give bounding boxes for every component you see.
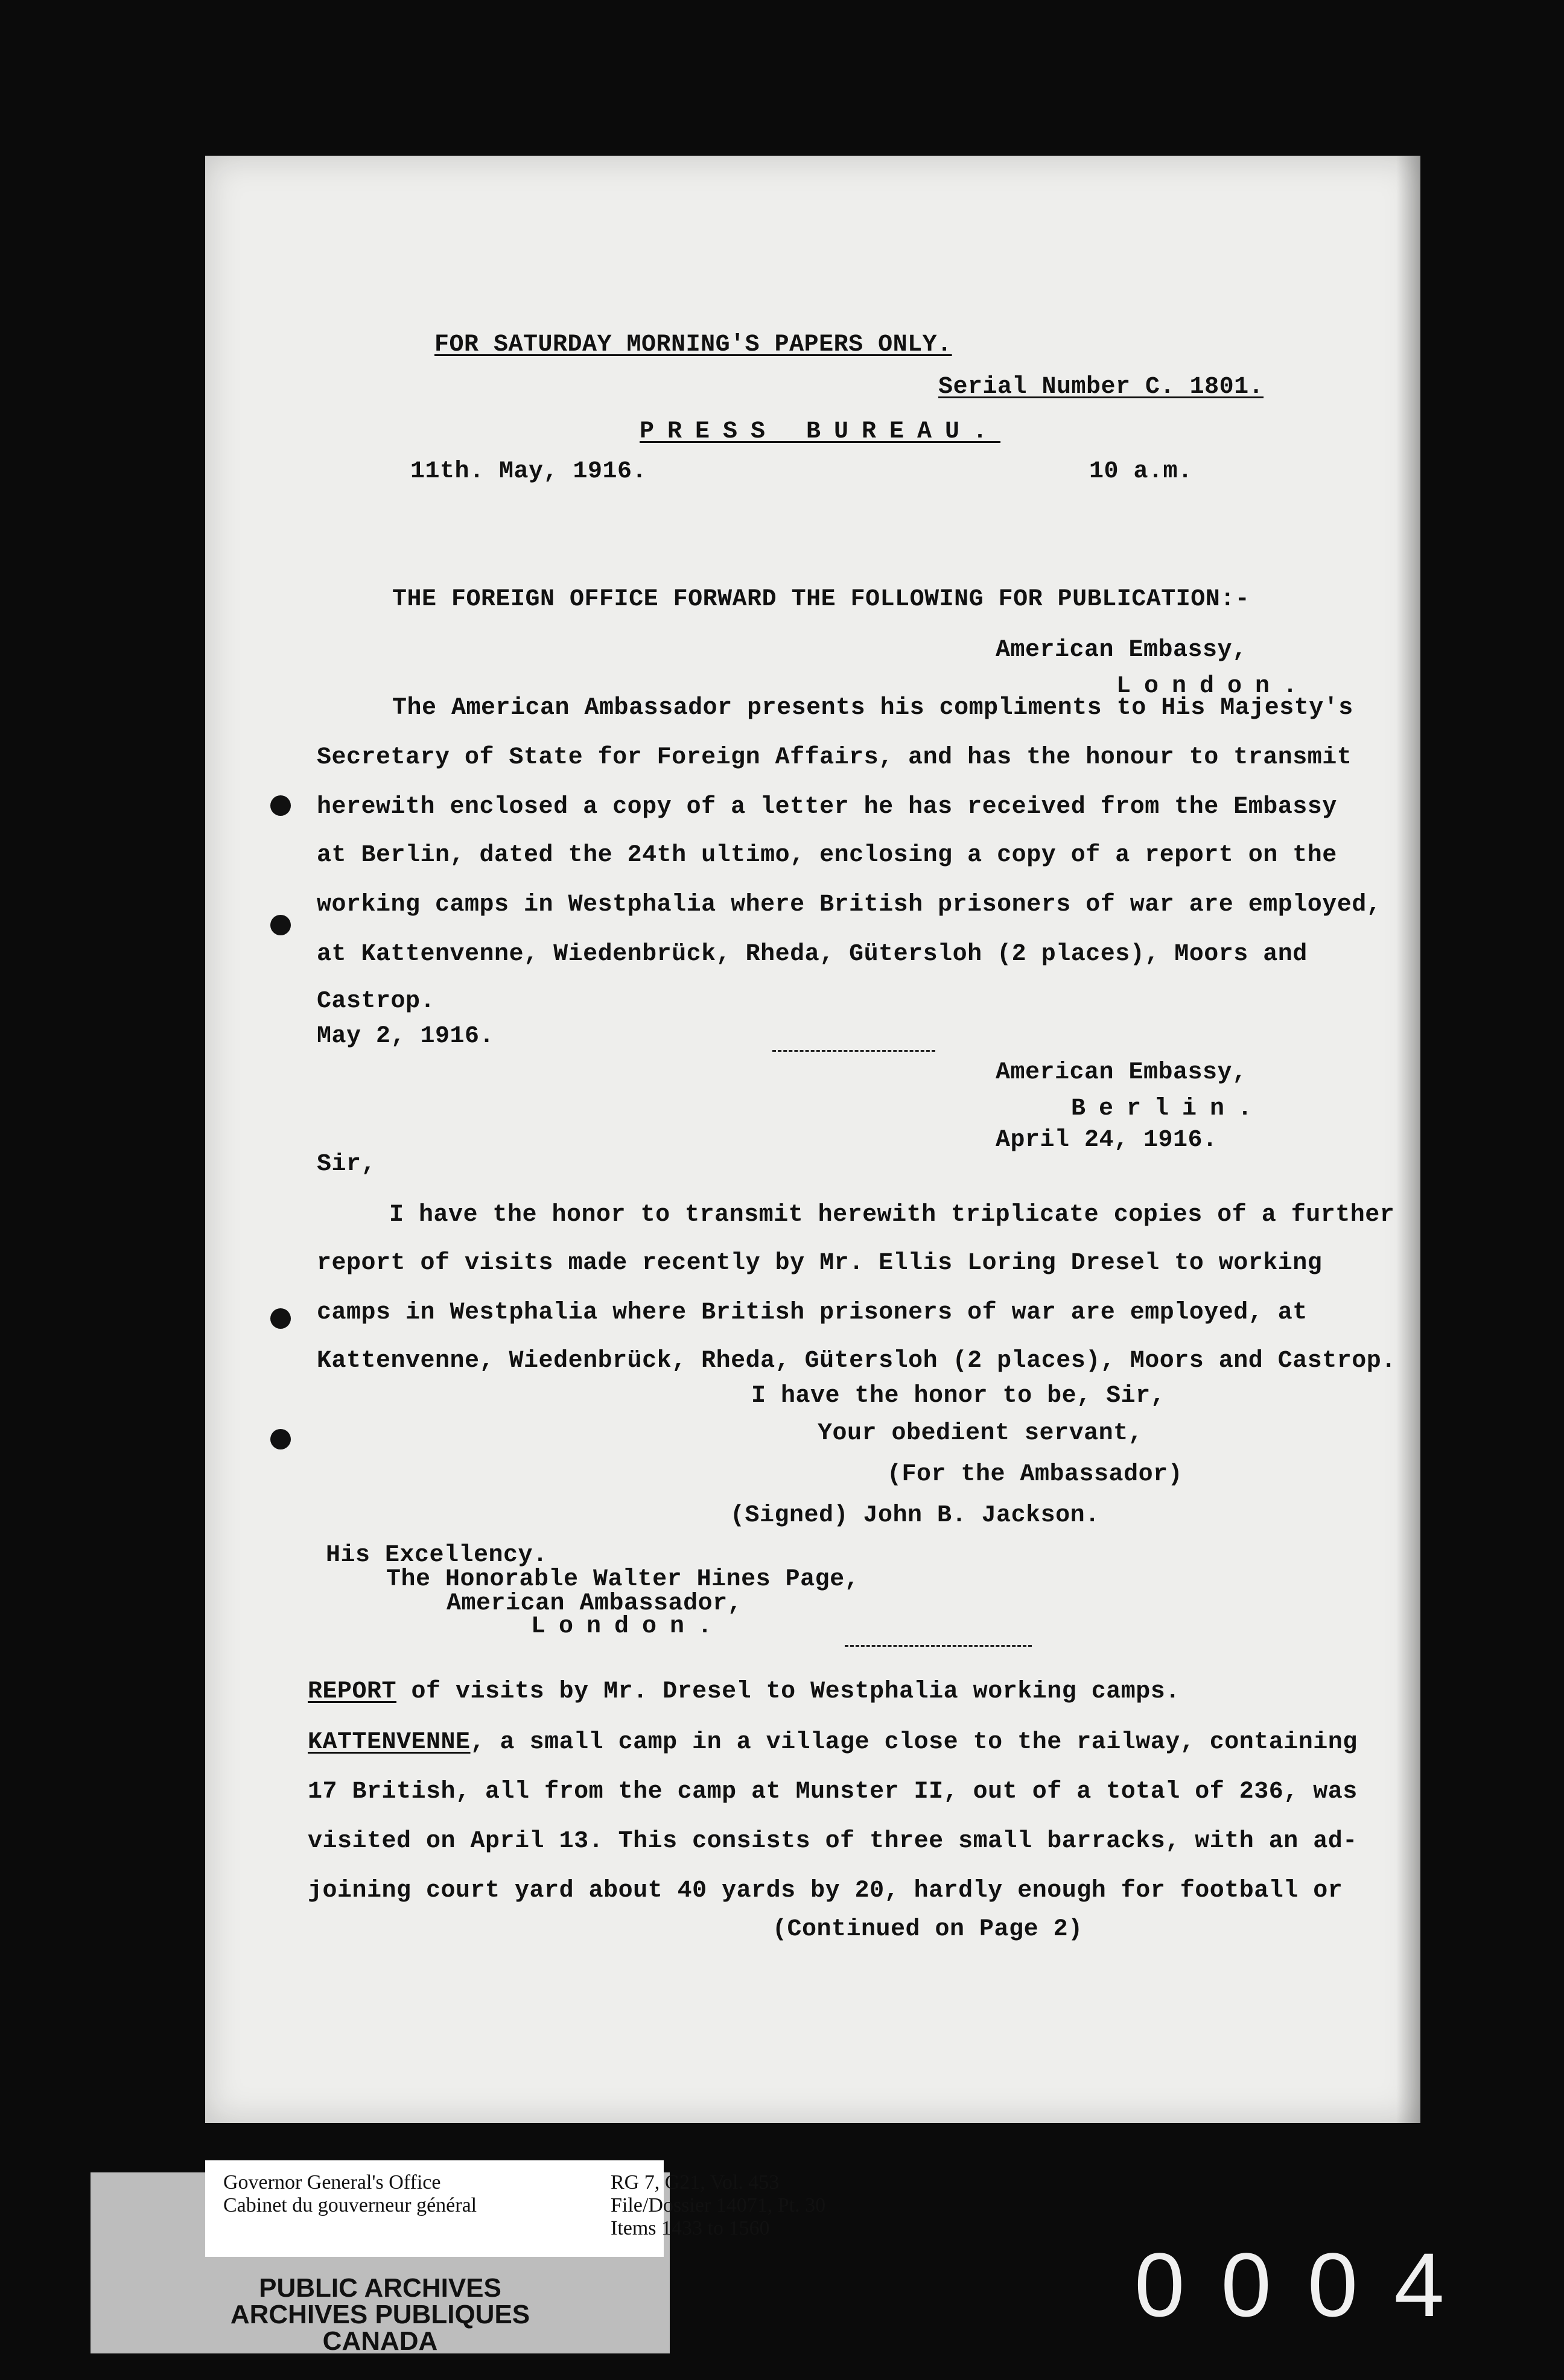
camp-name: KATTENVENNE — [308, 1729, 471, 1756]
report-heading-rest: of visits by Mr. Dresel to Westphalia working camps. — [396, 1678, 1180, 1705]
divider-rule — [845, 1645, 1032, 1647]
report-line — [308, 1728, 1358, 1757]
release-line: FOR SATURDAY MORNING'S PAPERS ONLY. — [434, 331, 952, 358]
note-line: at Kattenvenne, Wiedenbrück, Rheda, Gütersloh (2 places), Moors and — [317, 941, 1308, 968]
letter-body-line: I have the honor to transmit herewith triplicate copies of a further — [389, 1201, 1395, 1229]
punch-hole — [270, 1429, 291, 1449]
addressee-line: His Excellency. — [326, 1542, 548, 1569]
letter-date: April 24, 1916. — [996, 1127, 1218, 1154]
note-line: working camps in Westphalia where British prisoners of war are employed, — [317, 891, 1382, 918]
label-line: Items 1433 to 1560 — [611, 2217, 770, 2239]
report-line: joining court yard about 40 yards by 20, hardly enough for football or — [308, 1877, 1343, 1904]
punch-hole — [270, 915, 291, 935]
label-line: Cabinet du gouverneur général — [223, 2194, 477, 2216]
letter-body-line: camps in Westphalia where British prisoners of war are employed, at — [317, 1299, 1308, 1326]
label-line: Governor General's Office — [223, 2171, 441, 2194]
label-line: RG 7, G21, Vol. 453 — [611, 2171, 780, 2194]
label-line: File/Dossier 14071, Pt. 30 — [611, 2194, 826, 2216]
label-left — [223, 2171, 477, 2217]
note-date: May 2, 1916. — [317, 1023, 495, 1050]
sender-city: London. — [1116, 673, 1311, 700]
addressee-city: London. — [531, 1613, 726, 1640]
header-date: 11th. May, 1916. — [410, 458, 647, 485]
note-line: Secretary of State for Foreign Affairs, and has the honour to transmit — [317, 744, 1352, 771]
archive-label — [205, 2160, 826, 2257]
letter-body-line: report of visits made recently by Mr. Ellis Loring Dresel to working — [317, 1250, 1323, 1277]
archives-line: PUBLIC ARCHIVES — [259, 2273, 501, 2303]
note-line: Castrop. — [317, 988, 436, 1015]
addressee-line: The Honorable Walter Hines Page, — [386, 1566, 860, 1593]
report-line: 17 British, all from the camp at Munster II, out of a total of 236, was — [308, 1778, 1358, 1806]
publication-heading: THE FOREIGN OFFICE FORWARD THE FOLLOWING FOR PUBLICATION:- — [392, 586, 1250, 613]
header-time: 10 a.m. — [1089, 458, 1193, 485]
letter-body-line: Kattenvenne, Wiedenbrück, Rheda, Gütersloh (2 places), Moors and Castrop. — [317, 1348, 1396, 1375]
note-line: at Berlin, dated the 24th ultimo, enclosing a copy of a report on the — [317, 842, 1337, 869]
frame-number: 0004 — [1134, 2234, 1481, 2335]
letter-city: Berlin. — [1071, 1095, 1266, 1122]
note-line: The American Ambassador presents his compliments to His Majesty's — [392, 695, 1353, 722]
label-right — [611, 2171, 825, 2240]
archives-stamp — [91, 2275, 670, 2355]
bureau-heading: PRESS BUREAU. — [640, 418, 1001, 445]
note-line: herewith enclosed a copy of a letter he has received from the Embassy — [317, 794, 1337, 821]
punch-hole — [270, 1308, 291, 1329]
continued-note: (Continued on Page 2) — [772, 1916, 1083, 1943]
salutation: Sir, — [317, 1151, 377, 1178]
punch-hole — [270, 795, 291, 816]
archives-line: CANADA — [322, 2326, 438, 2356]
divider-rule — [772, 1050, 935, 1052]
archives-line: ARCHIVES PUBLIQUES — [230, 2300, 530, 2329]
addressee-line: American Ambassador, — [447, 1590, 743, 1617]
report-line: visited on April 13. This consists of three small barracks, with an ad- — [308, 1828, 1358, 1855]
serial-number: Serial Number C. 1801. — [938, 374, 1264, 401]
closing-line: (For the Ambassador) — [887, 1461, 1183, 1488]
signature: (Signed) John B. Jackson. — [730, 1502, 1100, 1529]
closing-line: I have the honor to be, Sir, — [751, 1382, 1166, 1410]
sender-line: American Embassy, — [996, 637, 1247, 664]
closing-line: Your obedient servant, — [818, 1420, 1143, 1447]
letter-from: American Embassy, — [996, 1059, 1247, 1086]
report-heading-label: REPORT — [308, 1678, 397, 1705]
report-heading — [308, 1678, 1180, 1707]
report-line-rest: , a small camp in a village close to the railway, containing — [470, 1729, 1358, 1756]
